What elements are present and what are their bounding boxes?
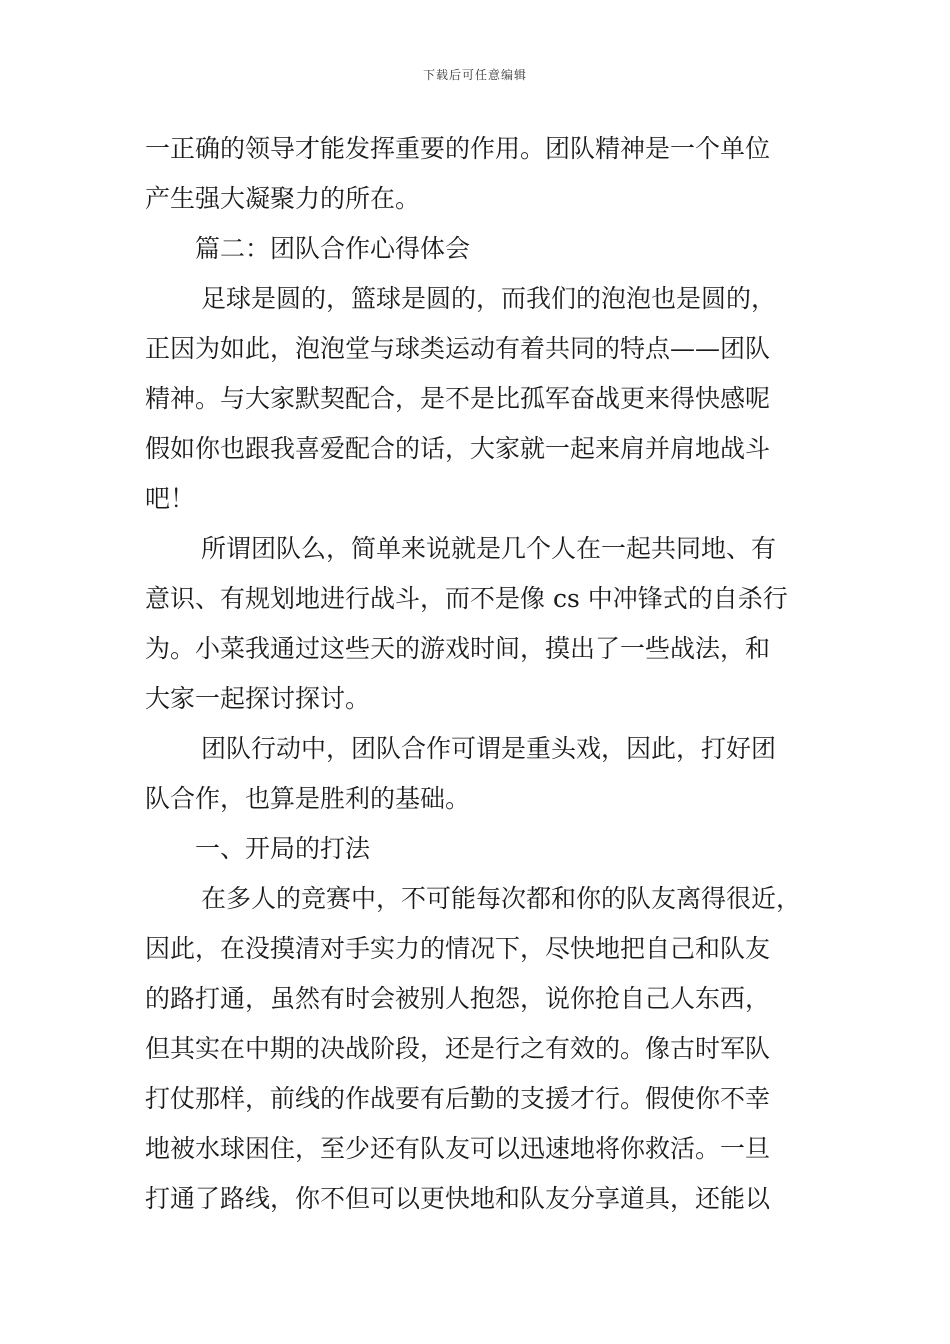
text-line: 假如你也跟我喜爱配合的话，大家就一起来肩并肩地战斗 [145,434,771,463]
text-line: 的路打通，虽然有时会被别人抱怨，说你抢自己人东西， [145,984,771,1013]
text-line: 吧！ [145,484,196,513]
text-line: 正因为如此，泡泡堂与球类运动有着共同的特点——团队 [145,334,771,363]
text-line: 团队行动中，团队合作可谓是重头戏，因此，打好团 [201,734,777,763]
document-body [145,124,825,1224]
text-line: 在多人的竞赛中，不可能每次都和你的队友离得很近， [201,884,802,913]
text-line: 精神。与大家默契配合，是不是比孤军奋战更来得快感呢 [145,384,771,413]
text-line: 打通了路线，你不但可以更快地和队友分享道具，还能以 [145,1184,771,1213]
text-line: 打仗那样，前线的作战要有后勤的支援才行。假使你不幸 [145,1084,771,1113]
text-line: 队合作，也算是胜利的基础。 [145,784,471,813]
text-line: 因此，在没摸清对手实力的情况下，尽快地把自己和队友 [145,934,771,963]
text-line: 所谓团队么，简单来说就是几个人在一起共同地、有 [201,534,777,563]
text-line: 地被水球困住，至少还有队友可以迅速地将你救活。一旦 [145,1134,771,1163]
text-line: 篇二：团队合作心得体会 [195,234,471,263]
page-header: 下载后可任意编辑 [422,68,527,82]
text-line: 大家一起探讨探讨。 [145,684,371,713]
text-line: 一、开局的打法 [195,834,371,863]
text-line: 足球是圆的，篮球是圆的，而我们的泡泡也是圆的， [201,284,777,313]
text-line: 但其实在中期的决战阶段，还是行之有效的。像古时军队 [145,1034,771,1063]
text-line: 为。小菜我通过这些天的游戏时间，摸出了一些战法，和 [145,634,771,663]
text-line: 一正确的领导才能发挥重要的作用。团队精神是一个单位 [145,134,771,163]
text-line: 产生强大凝聚力的所在。 [145,184,421,213]
text-line: 意识、有规划地进行战斗，而不是像 cs 中冲锋式的自杀行 [145,584,788,613]
